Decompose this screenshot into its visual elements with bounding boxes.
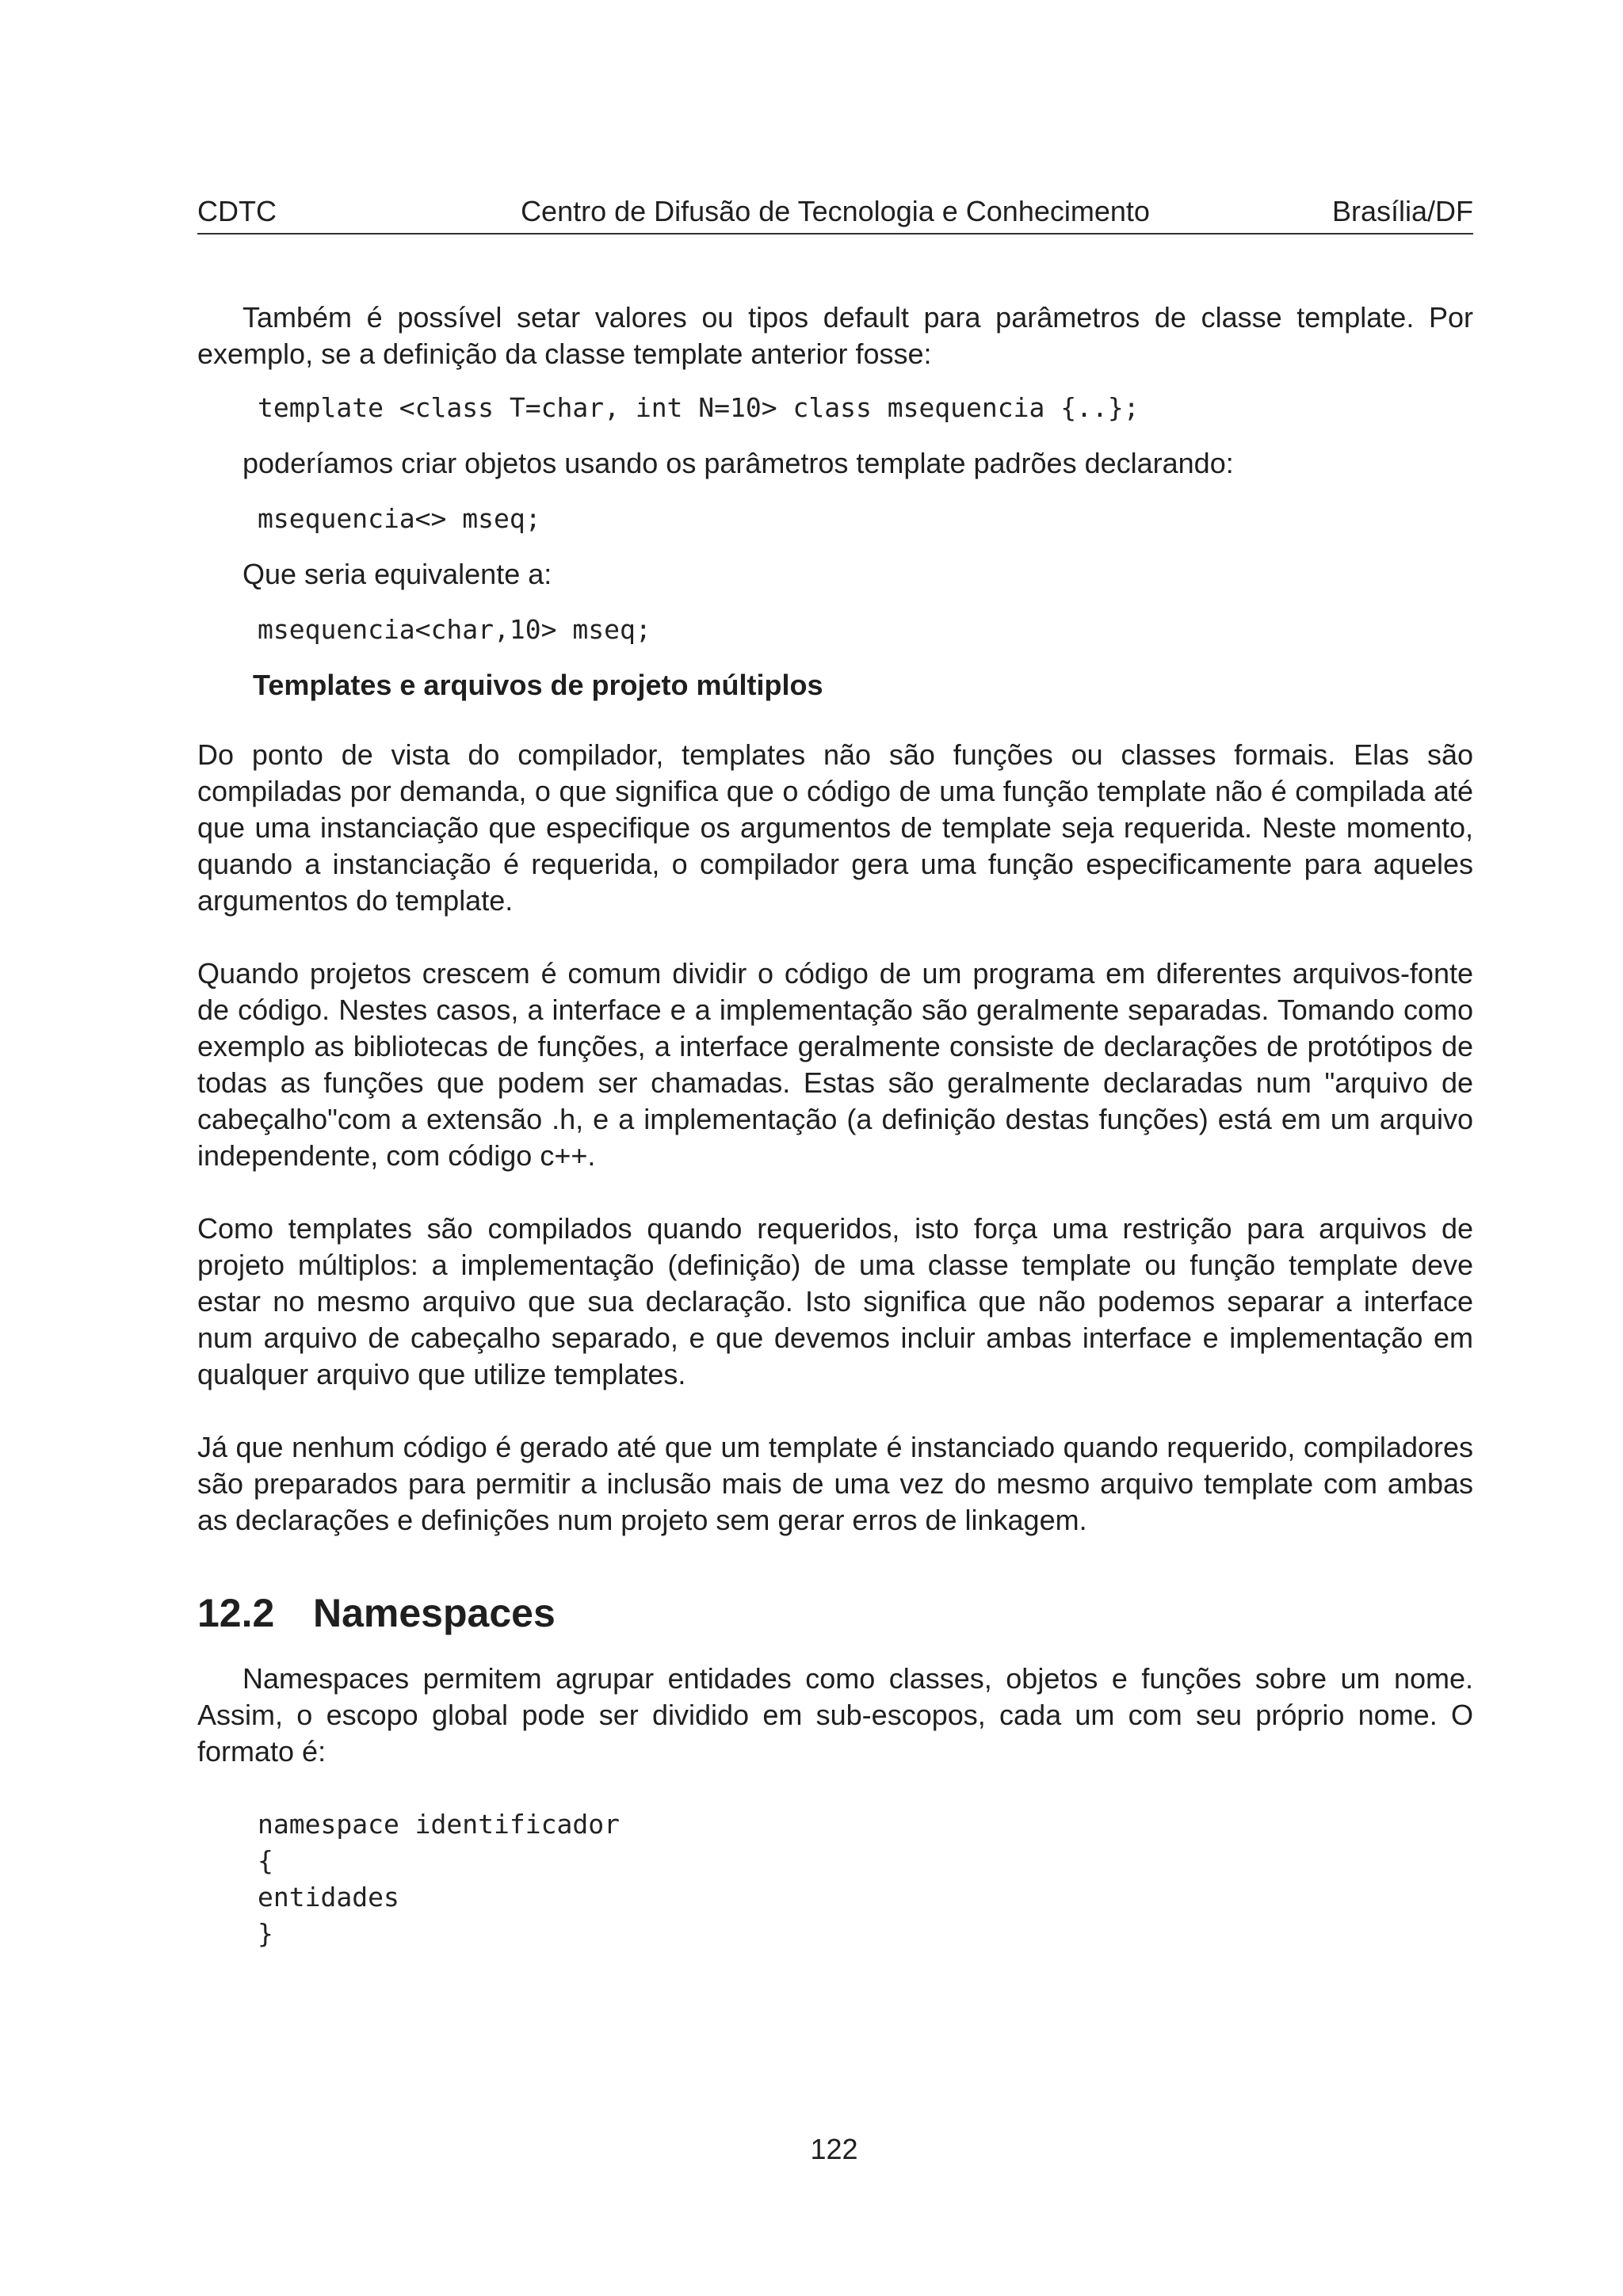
code-mseq-default: msequencia<> mseq; xyxy=(258,503,541,534)
paragraph-project-growth: Quando projetos crescem é comum dividir o código de um programa em diferentes arquivos-fonte de código. Nestes casos, a interface e a implementação são geralmente separadas. Tomando como exemplo as bibliotecas de funções, a interface geralmente consiste de declarações de protótipos de todas as funções que podem ser chamadas. Estas são geralmente declaradas num "arquivo de cabeçalho"com a extensão .h, e a implementação (a definição destas funções) está em um arquivo independente, com código c++. xyxy=(197,957,1473,1172)
paragraph-create-objects: poderíamos criar objetos usando os parâmetros template padrões declarando: xyxy=(242,447,1234,479)
page-body xyxy=(197,299,1473,1952)
header-right: Brasília/DF xyxy=(1331,195,1473,227)
header-center: Centro de Difusão de Tecnologia e Conhecimento xyxy=(521,195,1150,227)
paragraph-compiler-view: Do ponto de vista do compilador, templates não são funções ou classes formais. Elas são compiladas por demanda, o que significa que o código de uma função template não é compilada até que uma instanciação que especifique os argumentos de template seja requerida. Neste momento, quando a instanciação é requerida, o compilador gera uma função especificamente para aqueles argumentos do template. xyxy=(197,738,1473,917)
section-title: Namespaces xyxy=(313,1591,556,1635)
header-left: CDTC xyxy=(197,195,277,227)
paragraph-default-params: Também é possível setar valores ou tipos default para parâmetros de classe template. Por exemplo, se a definição da classe template anterior fosse: xyxy=(197,301,1473,370)
paragraph-equivalent: Que seria equivalente a: xyxy=(242,558,552,590)
paragraph-namespaces-intro: Namespaces permitem agrupar entidades como classes, objetos e funções sobre um nome. Assim, o escopo global pode ser dividido em sub-escopos, cada um com seu próprio nome. O formato é: xyxy=(197,1662,1473,1768)
paragraph-compile-restriction: Como templates são compilados quando requeridos, isto força uma restrição para arquivos de projeto múltiplos: a implementação (definição) de uma classe template ou função template deve estar no mesmo arquivo que sua declaração. Isto significa que não podemos separar a interface num arquivo de cabeçalho separado, e que devemos incluir ambas interface e implementação em qualquer arquivo que utilize templates. xyxy=(197,1212,1473,1390)
page-number: 122 xyxy=(810,2133,858,2165)
code-template-defaults: template <class T=char, int N=10> class msequencia {..}; xyxy=(258,392,1140,423)
paragraph-linkage: Já que nenhum código é gerado até que um template é instanciado quando requerido, compiladores são preparados para permitir a inclusão mais de uma vez do mesmo arquivo template com ambas as declarações e definições num projeto sem gerar erros de linkagem. xyxy=(197,1431,1473,1536)
running-header xyxy=(197,190,1473,235)
code-namespace-format: namespace identificador { entidades } xyxy=(258,1809,620,1949)
section-number: 12.2 xyxy=(197,1591,275,1635)
subheading-multiple-files: Templates e arquivos de projeto múltiplos xyxy=(253,669,823,701)
section-heading xyxy=(197,1589,1473,1637)
code-mseq-explicit: msequencia<char,10> mseq; xyxy=(258,614,651,645)
